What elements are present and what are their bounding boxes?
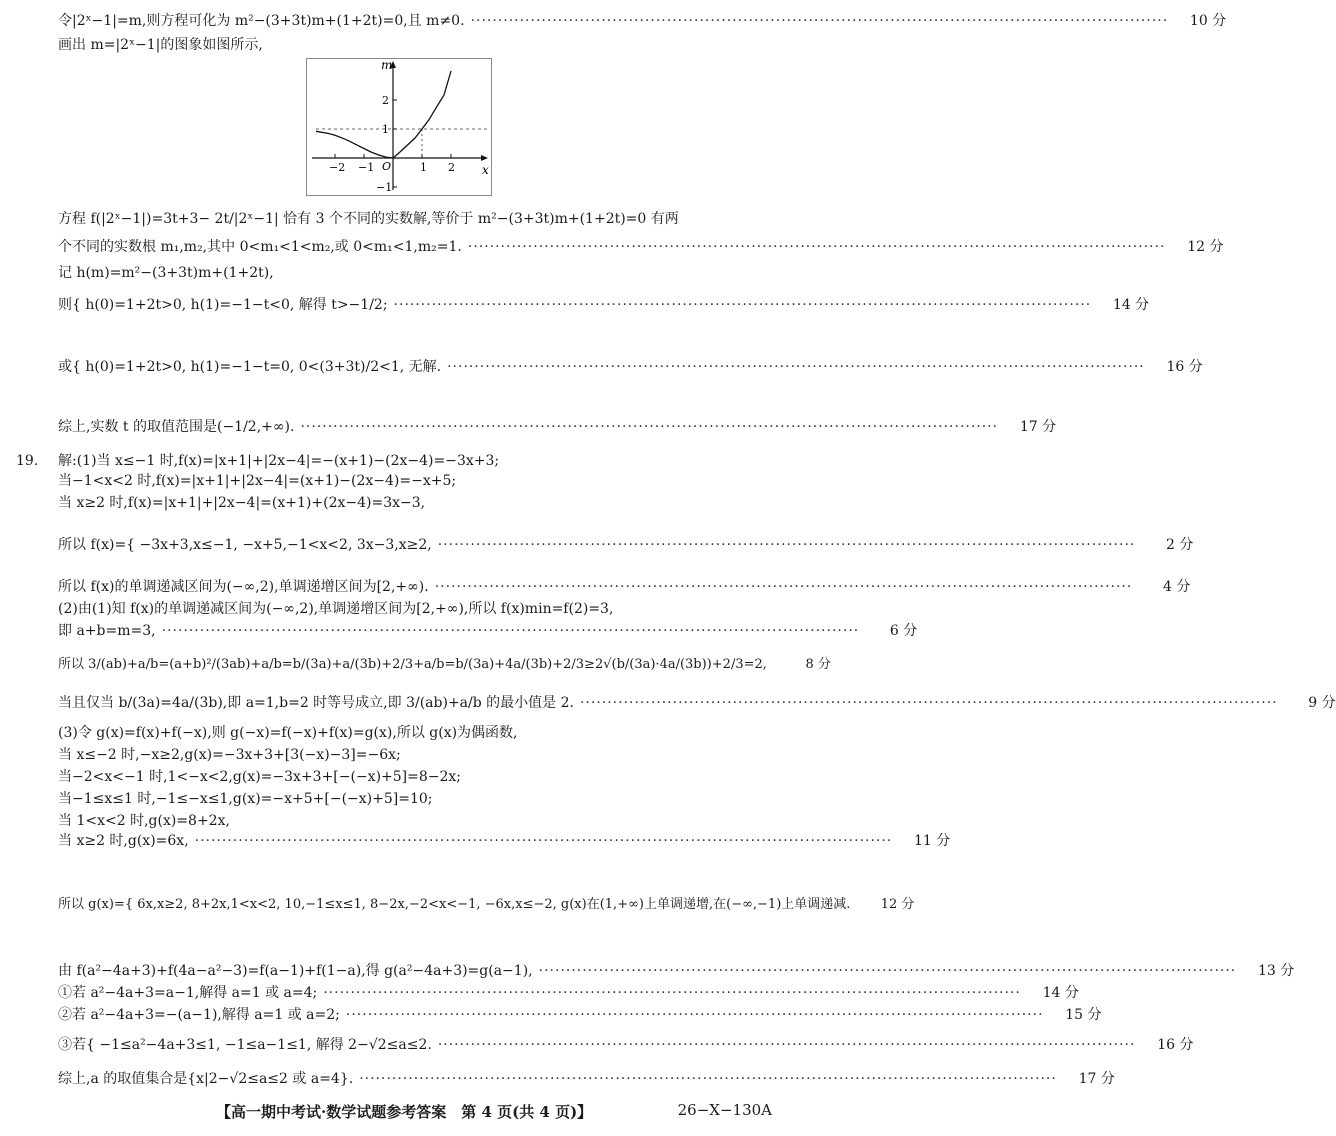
line-17: 当且仅当 b/(3a)=4a/(3b),即 a=1,b=2 时等号成立,即 3/(ab)+a/b 的最小值是 2. ····· 9 分 xyxy=(58,694,774,712)
y-tick-label: −1 xyxy=(376,181,393,194)
line-6: 则{ h(0)=1+2t>0, h(1)=−1−t<0, 解得 t>−1/2; ····· 14 分 xyxy=(58,296,774,314)
line-27: ②若 a²−4a+3=−(a−1),解得 a=1 或 a=2; ····· 15 分 xyxy=(58,1006,774,1024)
line-25: 由 f(a²−4a+3)+f(4a−a²−3)=f(a−1)+f(1−a),得 g(a²−4a+3)=g(a−1), ····· 13 分 xyxy=(58,962,774,980)
line-14: (2)由(1)知 f(x)的单调递减区间为(−∞,2),单调递增区间为[2,+∞),所以 f(x)min=f(2)=3, xyxy=(58,601,614,617)
origin-label: O xyxy=(382,160,392,173)
y-tick-label: 1 xyxy=(382,123,389,136)
line-15: 即 a+b=m=3, ····· 6 分 xyxy=(58,622,774,640)
footer-code: 26−X−130A xyxy=(677,1101,772,1119)
line-28: ③若{ −1≤a²−4a+3≤1, −1≤a−1≤1, 解得 2−√2≤a≤2. ····· 16 分 xyxy=(58,1036,774,1054)
line-23: 当 x≥2 时,g(x)=6x, ····· 11 分 xyxy=(58,832,774,850)
line-9: 解:(1)当 x≤−1 时,f(x)=|x+1|+|2x−4|=−(x+1)−(2x−4)=−3x+3; xyxy=(58,453,500,469)
page-footer xyxy=(0,1101,800,1125)
x-tick-label: 2 xyxy=(448,161,455,174)
line-18: (3)令 g(x)=f(x)+f(−x),则 g(−x)=f(−x)+f(x)=g(x),所以 g(x)为偶函数, xyxy=(58,725,518,741)
line-12: 所以 f(x)={ −3x+3,x≤−1, −x+5,−1<x<2, 3x−3,x≥2, ····· 2 分 xyxy=(58,536,774,554)
line-1: 令|2ˣ−1|=m,则方程可化为 m²−(3+3t)m+(1+2t)=0,且 m≠0. ····· 10 分 xyxy=(58,12,774,30)
line-19: 当 x≤−2 时,−x≥2,g(x)=−3x+3+[3(−x)−3]=−6x; xyxy=(58,747,401,763)
line-7: 或{ h(0)=1+2t>0, h(1)=−1−t=0, 0<(3+3t)/2<1, 无解. ····· 16 分 xyxy=(58,358,774,376)
x-axis-arrow-icon xyxy=(481,155,488,161)
line-20: 当−2<x<−1 时,1<−x<2,g(x)=−3x+3+[−(−x)+5]=8−2x; xyxy=(58,769,462,785)
graph-m-abs-2x-minus-1 xyxy=(306,58,492,196)
line-10: 当−1<x<2 时,f(x)=|x+1|+|2x−4|=(x+1)−(2x−4)=−x+5; xyxy=(58,473,457,489)
line-21: 当−1≤x≤1 时,−1≤−x≤1,g(x)=−x+5+[−(−x)+5]=10; xyxy=(58,791,433,807)
line-13: 所以 f(x)的单调递减区间为(−∞,2),单调递增区间为[2,+∞). ····· 4 分 xyxy=(58,578,774,596)
line-22: 当 1<x<2 时,g(x)=8+2x, xyxy=(58,813,230,829)
line-24: 所以 g(x)={ 6x,x≥2, 8+2x,1<x<2, 10,−1≤x≤1, 8−2x,−2<x<−1, −6x,x≤−2, g(x)在(1,+∞)上单调递增,在(−∞,−1)上单调递减. 12 分 xyxy=(58,897,915,912)
x-tick-label: −2 xyxy=(329,161,346,174)
y-tick-label: 2 xyxy=(382,94,389,107)
footer-title: 【高一期中考试·数学试题参考答案 第 4 页(共 4 页)】 xyxy=(216,1103,593,1121)
x-tick-label: −1 xyxy=(358,161,375,174)
line-5: 记 h(m)=m²−(3+3t)m+(1+2t), xyxy=(58,265,274,281)
line-16: 所以 3/(ab)+a/b=(a+b)²/(3ab)+a/b=b/(3a)+a/(3b)+2/3+a/b=b/(3a)+4a/(3b)+2/3≥2√(b/(3a)·4a/(3b))+2/3=2, 8 分 xyxy=(58,657,831,672)
line-11: 当 x≥2 时,f(x)=|x+1|+|2x−4|=(x+1)+(2x−4)=3x−3, xyxy=(58,495,426,511)
line-29: 综上,a 的取值集合是{x|2−√2≤a≤2 或 a=4}. ····· 17 分 xyxy=(58,1070,774,1088)
line-8: 综上,实数 t 的取值范围是(−1/2,+∞). ····· 17 分 xyxy=(58,418,774,436)
x-tick-label: 1 xyxy=(420,161,427,174)
line-3: 方程 f(|2ˣ−1|)=3t+3− 2t/|2ˣ−1| 恰有 3 个不同的实数解,等价于 m²−(3+3t)m+(1+2t)=0 有两 xyxy=(58,211,679,227)
x-axis-label: x xyxy=(482,163,489,177)
line-4: 个不同的实数根 m₁,m₂,其中 0<m₁<1<m₂,或 0<m₁<1,m₂=1. ····· 12 分 xyxy=(58,238,774,256)
y-axis-label: m xyxy=(381,58,393,72)
question-number: 19. xyxy=(16,453,39,469)
line-26: ①若 a²−4a+3=a−1,解得 a=1 或 a=4; ····· 14 分 xyxy=(58,984,774,1002)
line-2: 画出 m=|2ˣ−1|的图象如图所示, xyxy=(58,37,263,53)
